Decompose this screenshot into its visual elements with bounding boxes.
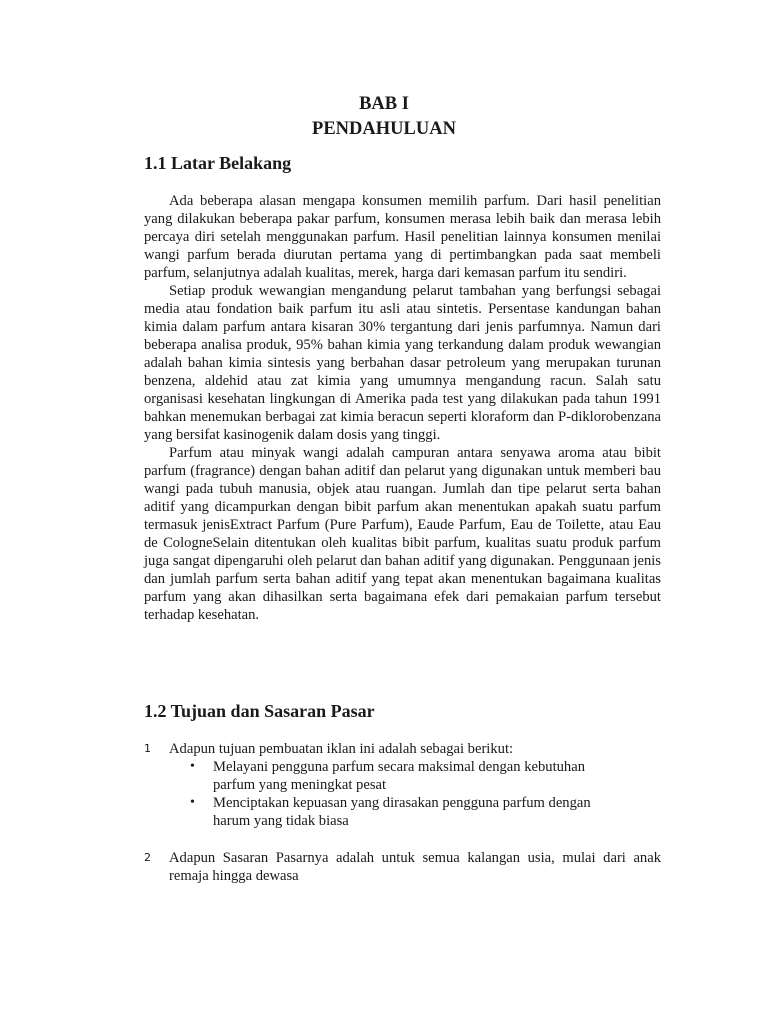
bullet-text: Melayani pengguna parfum secara maksimal dengan kebutuhan parfum yang meningkat pesat xyxy=(213,759,586,793)
chapter-title: PENDAHULUAN xyxy=(312,119,456,139)
item-text: Adapun Sasaran Pasarnya adalah untuk semua kalangan usia, mulai dari anak remaja hingga dewasa xyxy=(169,850,661,884)
bullet-icon: • xyxy=(190,795,195,810)
bullet-item xyxy=(188,758,615,794)
numbered-item xyxy=(144,740,661,830)
paragraph: Setiap produk wewangian mengandung pelarut tambahan yang berfungsi sebagai media atau fondation baik parfum itu asli atau sintetis. Persentase kandungan bahan kimia dalam parfum antara kisaran 30% tergantung dari jenis parfumnya. Namun dari beberapa analisa produk, 95% bahan kimia yang terkandung dalam produk wewangian adalah bahan kimia sintesis yang berbahan dasar petroleum yang merupakan turunan benzena, aldehid atau zat kimia yang umumnya mengandung racun. Salah satu organisasi kesehatan lingkungan di Amerika pada test yang dilakukan pada tahun 1991 bahkan menemukan berbagai zat kimia beracun seperti kloraform dan P-diklorobenzana yang bersifat kasinogenik dalam dosis yang tinggi. xyxy=(144,283,661,443)
item-number: 2 xyxy=(144,851,151,864)
section-heading-latar-belakang: 1.1 Latar Belakang xyxy=(144,153,292,173)
chapter-number: BAB I xyxy=(359,94,409,114)
item-number: 1 xyxy=(144,742,151,755)
paragraph: Parfum atau minyak wangi adalah campuran antara senyawa aroma atau bibit parfum (fragrance) dengan bahan aditif dan pelarut yang digunakan untuk memberi bau wangi pada tubuh manusia, objek atau ruangan. Jumlah dan tipe pelarut serta bahan aditif yang dicampurkan dengan bibit parfum akan menentukan apakah suatu parfum termasuk jenisExtract Parfum (Pure Parfum), Eaude Parfum, Eau de Toilette, atau Eau de CologneSelain ditentukan oleh kualitas bibit parfum, kualitas suatu produk parfum juga sangat dipengaruhi oleh pelarut dan bahan aditif yang digunakan. Penggunaan jenis dan jumlah parfum serta bahan aditif yang tepat akan menentukan bagaimana kualitas parfum yang akan dihasilkan serta bagaimana efek dari pemakaian parfum tersebut terhadap kesehatan. xyxy=(144,445,661,623)
item-text: Adapun tujuan pembuatan iklan ini adalah sebagai berikut: xyxy=(169,741,514,757)
bullet-text: Menciptakan kepuasan yang dirasakan pengguna parfum dengan harum yang tidak biasa xyxy=(213,795,591,829)
numbered-item xyxy=(144,849,661,885)
section-body-latar-belakang xyxy=(144,192,661,624)
bullet-list xyxy=(188,758,661,830)
bullet-item xyxy=(188,794,615,830)
bullet-icon: • xyxy=(190,759,195,774)
paragraph: Ada beberapa alasan mengapa konsumen memilih parfum. Dari hasil penelitian yang dilakukan beberapa pakar parfum, konsumen merasa lebih baik dan merasa lebih percaya diri setelah menggunakan parfum. Hasil penelitian lainnya konsumen menilai wangi parfum berada diurutan pertama yang di pertimbangkan pada saat membeli parfum, selanjutnya adalah kualitas, merek, harga dari kemasan parfum itu sendiri. xyxy=(144,193,661,281)
section-heading-tujuan-sasaran: 1.2 Tujuan dan Sasaran Pasar xyxy=(144,701,375,721)
